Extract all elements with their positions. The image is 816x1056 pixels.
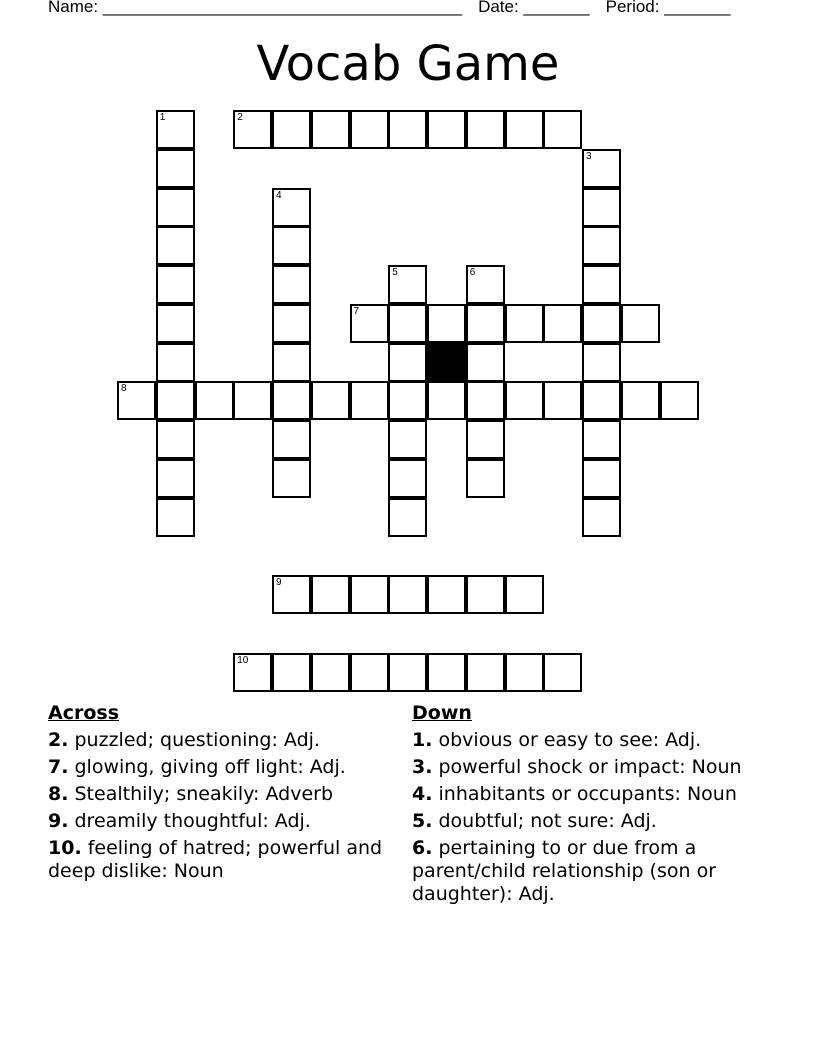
clue-down-1: 1. obvious or easy to see: Adj. [412,729,702,751]
header-fields [48,0,730,17]
grid-cell[interactable] [272,653,311,692]
grid-cell[interactable] [582,149,621,188]
grid-cell[interactable] [272,265,311,304]
clue-number-label: 7 [353,305,360,317]
grid-cell[interactable] [156,381,195,420]
clue-across-2: 2. puzzled; questioning: Adj. [48,729,320,751]
grid-cell[interactable] [582,188,621,227]
grid-cell[interactable] [582,304,621,343]
grid-cell[interactable] [156,304,195,343]
clue-number-label: 5 [392,267,398,278]
grid-cell[interactable] [466,304,505,343]
grid-cell[interactable] [427,575,466,614]
grid-cell[interactable] [505,575,544,614]
clue-across-10: 10. feeling of hatred; powerful and deep dislike: Noun [48,837,383,882]
grid-cell[interactable] [272,343,311,382]
block-cell [427,343,466,382]
clue-across-7: 7. glowing, giving off light: Adj. [48,756,346,778]
grid-cell[interactable] [156,420,195,459]
grid-cell[interactable] [543,653,582,692]
grid-cell[interactable] [582,459,621,498]
grid-cell[interactable] [582,498,621,537]
grid-cell[interactable] [388,653,427,692]
clue-down-3: 3. powerful shock or impact: Noun [412,756,742,778]
grid-cell[interactable] [505,653,544,692]
grid-cell[interactable] [388,343,427,382]
grid-cell[interactable] [388,575,427,614]
grid-cell[interactable] [272,420,311,459]
grid-cell[interactable] [388,498,427,537]
grid-cell[interactable] [582,265,621,304]
across-heading: Across [48,702,120,724]
grid-cell[interactable] [543,381,582,420]
grid-cell[interactable] [427,653,466,692]
across-clues [48,702,398,887]
clue-across-9: 9. dreamily thoughtful: Adj. [48,810,311,832]
period-field: Period: _______ [605,0,731,16]
grid-cell[interactable] [466,653,505,692]
clue-number-label: 9 [276,577,282,588]
grid-cell[interactable] [466,110,505,149]
grid-cell[interactable] [156,110,195,149]
clue-number-label: 2 [237,112,243,123]
grid-cell[interactable] [388,420,427,459]
grid-cell[interactable] [466,343,505,382]
down-heading: Down [412,702,472,724]
grid-cell[interactable] [466,420,505,459]
clue-down-4: 4. inhabitants or occupants: Noun [412,783,737,805]
grid-cell[interactable] [505,110,544,149]
clue-number-label: 3 [586,150,592,162]
grid-cell[interactable] [272,110,311,149]
grid-cell[interactable] [505,304,544,343]
grid-cell[interactable] [233,110,272,149]
grid-cell[interactable] [272,381,311,420]
grid-cell[interactable] [621,381,660,420]
grid-cell[interactable] [156,149,195,188]
down-clues [412,702,762,910]
grid-cell[interactable] [582,226,621,265]
clue-number-label: 8 [121,383,127,395]
clue-number-label: 4 [276,189,282,201]
grid-cell[interactable] [466,381,505,420]
grid-cell[interactable] [582,381,621,420]
grid-cell[interactable] [272,575,311,614]
grid-cell[interactable] [350,304,389,343]
grid-cell[interactable] [388,381,427,420]
grid-cell[interactable] [272,226,311,265]
grid-cell[interactable] [311,110,350,149]
name-field: Name: ______________________________________ [48,0,463,16]
grid-cell[interactable] [156,343,195,382]
clue-down-5: 5. doubtful; not sure: Adj. [412,810,657,832]
grid-cell[interactable] [272,188,311,227]
grid-cell[interactable] [466,265,505,304]
clue-across-8: 8. Stealthily; sneakily: Adverb [48,783,334,805]
grid-cell[interactable] [233,653,272,692]
grid-cell[interactable] [660,381,699,420]
date-field: Date: _______ [478,0,590,16]
grid-cell[interactable] [117,381,156,420]
clue-down-6: 6. pertaining to or due from a parent/child relationship (son or daughter): Adj. [412,837,716,905]
grid-cell[interactable] [543,304,582,343]
clue-number-label: 6 [469,267,476,278]
clue-number-label: 1 [159,112,166,123]
grid-cell[interactable] [156,188,195,227]
grid-cell[interactable] [311,575,350,614]
grid-cell[interactable] [311,653,350,692]
grid-cell[interactable] [388,110,427,149]
grid-cell[interactable] [156,459,195,498]
grid-cell[interactable] [272,459,311,498]
grid-cell[interactable] [156,226,195,265]
grid-cell[interactable] [272,304,311,343]
grid-cell[interactable] [195,381,234,420]
grid-cell[interactable] [388,265,427,304]
grid-cell[interactable] [388,459,427,498]
grid-cell[interactable] [582,343,621,382]
grid-cell[interactable] [543,110,582,149]
grid-cell[interactable] [350,653,389,692]
grid-cell[interactable] [350,381,389,420]
grid-cell[interactable] [427,304,466,343]
grid-cell[interactable] [427,110,466,149]
grid-cell[interactable] [156,265,195,304]
grid-cell[interactable] [621,304,660,343]
grid-cell[interactable] [466,459,505,498]
grid-cell[interactable] [311,381,350,420]
grid-cell[interactable] [233,381,272,420]
grid-cell[interactable] [156,498,195,537]
grid-cell[interactable] [466,575,505,614]
grid-cell[interactable] [505,381,544,420]
clue-number-label: 10 [237,654,249,666]
grid-cell[interactable] [350,575,389,614]
grid-cell[interactable] [388,304,427,343]
grid-cell[interactable] [350,110,389,149]
grid-cell[interactable] [582,420,621,459]
grid-cell[interactable] [427,381,466,420]
page-title: Vocab Game [256,36,560,92]
